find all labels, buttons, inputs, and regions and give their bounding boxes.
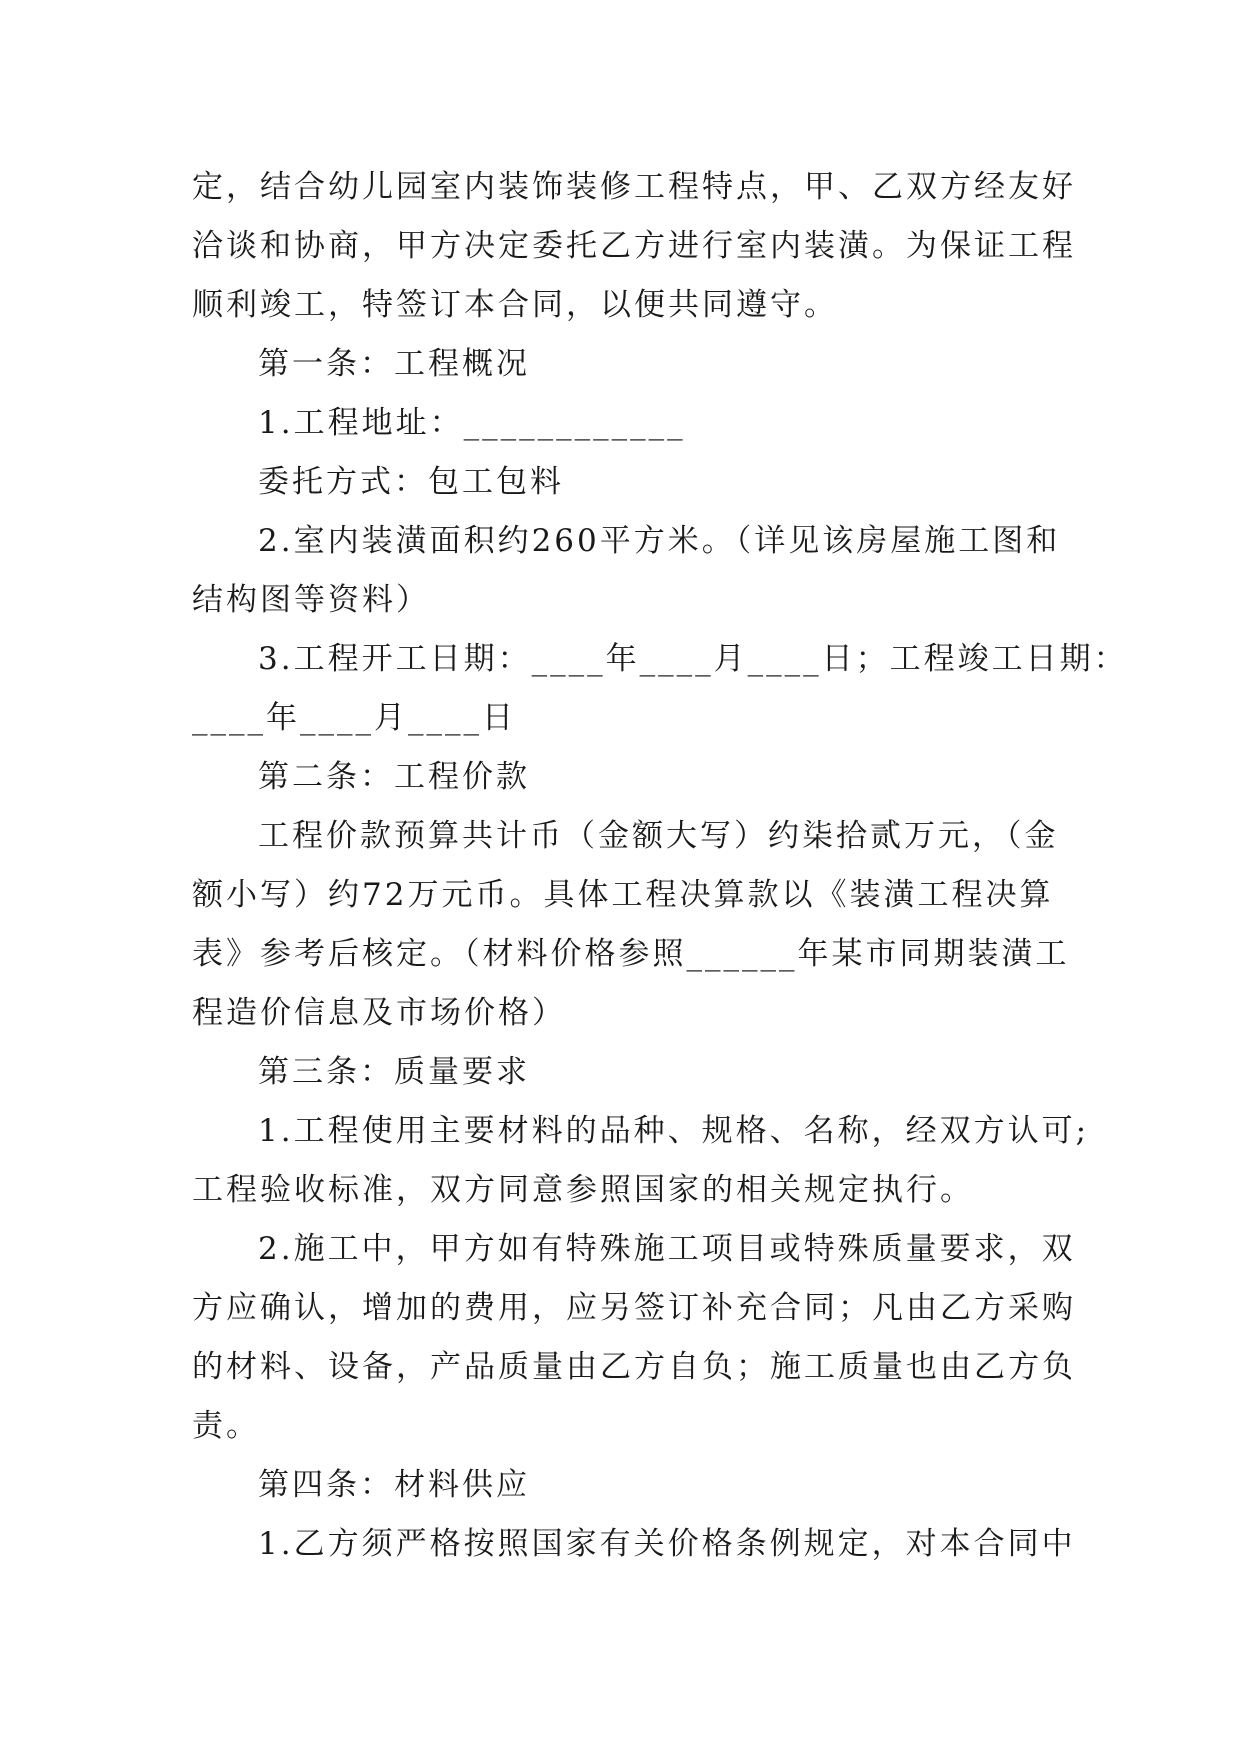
text-line: 1.工程使用主要材料的品种、规格、名称，经双方认可; — [258, 1113, 1090, 1149]
text-line: 3.工程开工日期：____年____月____日；工程竣工日期： — [258, 641, 1128, 677]
text-line: 责。 — [192, 1408, 260, 1444]
text-line: 顺利竣工，特签订本合同，以便共同遵守。 — [192, 287, 838, 323]
text-line: 的材料、设备，产品质量由乙方自负；施工质量也由乙方负 — [192, 1349, 1076, 1385]
text-line: 洽谈和协商，甲方决定委托乙方进行室内装潢。为保证工程 — [192, 228, 1076, 264]
document-page — [192, 158, 1128, 1574]
text-line: 2.施工中，甲方如有特殊施工项目或特殊质量要求，双 — [258, 1231, 1076, 1267]
text-line: 额小写）约72万元币。具体工程决算款以《装潢工程决算 — [192, 877, 1054, 913]
text-line: 1.乙方须严格按照国家有关价格条例规定，对本合同中 — [258, 1526, 1076, 1562]
text-line: 工程验收标准，双方同意参照国家的相关规定执行。 — [192, 1172, 974, 1208]
text-line: ____年____月____日 — [192, 700, 516, 736]
text-line: 工程价款预算共计币（金额大写）约柒拾贰万元，（金 — [258, 818, 1059, 854]
text-line: 表》参考后核定。（材料价格参照______年某市同期装潢工 — [192, 936, 1070, 972]
text-line: 委托方式：包工包料 — [258, 464, 564, 500]
article-1-heading: 第一条：工程概况 — [258, 346, 530, 382]
text-line: 结构图等资料） — [192, 582, 430, 618]
text-line: 1.工程地址：____________ — [258, 405, 686, 441]
article-4-heading: 第四条：材料供应 — [258, 1467, 530, 1503]
text-line: 定，结合幼儿园室内装饰装修工程特点，甲、乙双方经友好 — [192, 169, 1076, 205]
text-line: 程造价信息及市场价格） — [192, 995, 566, 1031]
article-2-heading: 第二条：工程价款 — [258, 759, 530, 795]
text-line: 方应确认，增加的费用，应另签订补充合同；凡由乙方采购 — [192, 1290, 1076, 1326]
text-line: 2.室内装潢面积约260平方米。（详见该房屋施工图和 — [258, 523, 1061, 559]
article-3-heading: 第三条：质量要求 — [258, 1054, 530, 1090]
